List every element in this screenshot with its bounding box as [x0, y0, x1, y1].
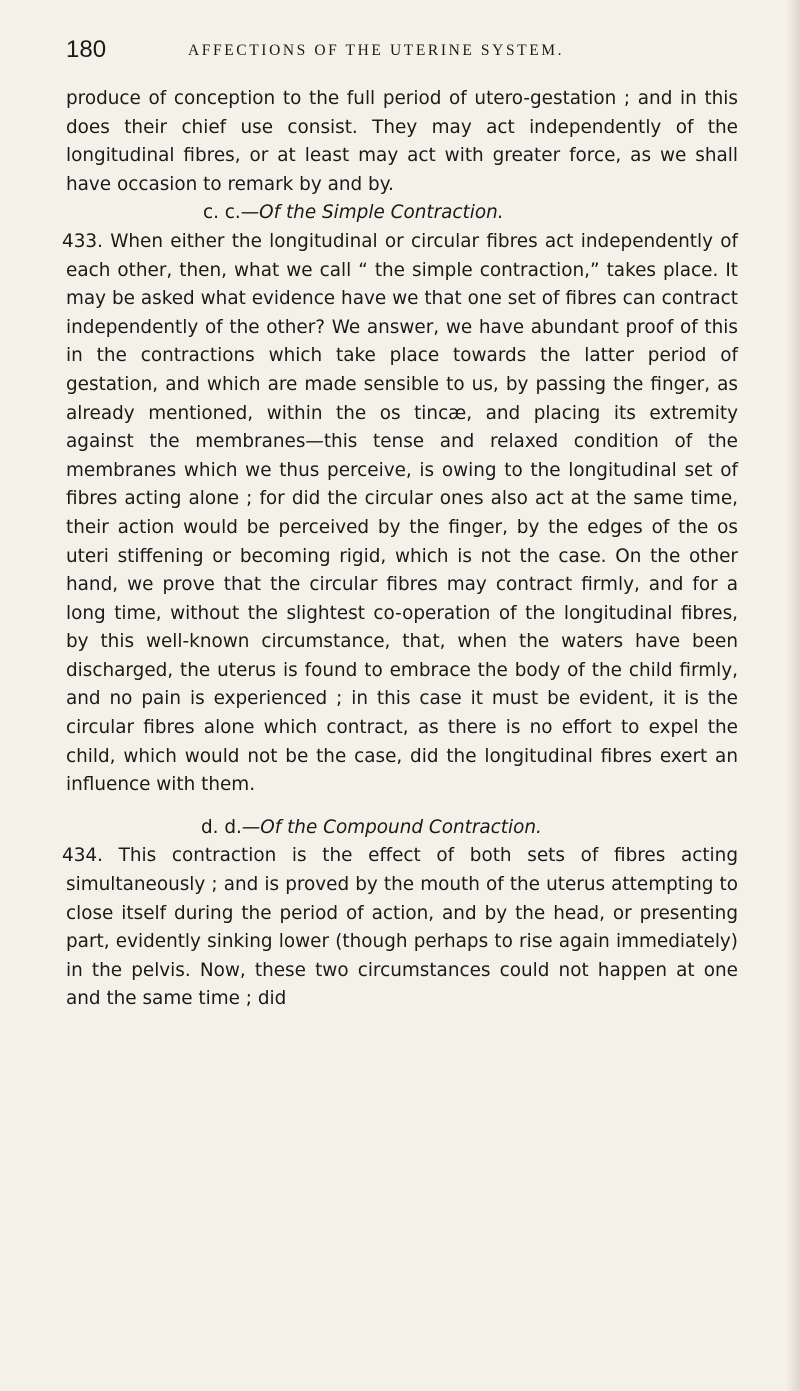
section-letter: d. d.— [201, 816, 261, 838]
paragraph-text: When either the longitudinal or circular fibres act independently of each other, then, what we call “ the simple contraction,” takes place. It may be asked what evidence have we that one set of fibres can contract independently of the other? We answer, we have abundant proof of this in the contractions which take place towards the latter period of gestation, and which are made sensible to us, by passing the finger, as already mentioned, within the os tincæ, and placing its extremity against the membranes—this tense and relaxed condition of the membranes which we thus perceive, is owing to the longitudinal set of fibres acting alone ; for did the circular ones also act at the same time, their action would be perceived by the finger, by the edges of the os uteri stiffening or becoming rigid, which is not the case. On the other hand, we prove that the circular fibres may contract firmly, and for a long time, without the slightest co-operation of the longitudinal fibres, by this well-known circumstance, that, when the waters have been discharged, the uterus is found to embrace the body of the child firmly, and no pain is experienced ; in this case it must be evident, it is the circular fibres alone which contract, as there is no effort to expel the child, which would not be the case, did the longitudinal fibres exert an influence with them. [66, 230, 738, 796]
paragraph-434 [62, 842, 738, 1014]
section-heading-simple-contraction [66, 199, 738, 228]
page-header [66, 36, 756, 66]
paragraph-continued: produce of conception to the full period of utero-gestation ; and in this does their chief use consist. They may act independently of the longitudinal fibres, or at least may act with greater force, as we shall have occasion to remark by and by. [66, 88, 738, 195]
body-text [62, 85, 738, 1014]
running-head: AFFECTIONS OF THE UTERINE SYSTEM. [188, 42, 565, 59]
paragraph-number: 433. [62, 230, 103, 252]
page-number: 180 [66, 36, 107, 63]
section-title: Of the Simple Contraction. [259, 202, 504, 224]
paragraph-number: 434. [62, 845, 103, 867]
section-letter: c. c.— [203, 202, 260, 224]
section-title: Of the Compound Contraction. [260, 816, 542, 838]
section-heading-compound-contraction [66, 814, 738, 843]
paragraph-433 [62, 228, 738, 800]
paragraph-text: This contraction is the effect of both sets of fibres acting simultaneously ; and is proved by the mouth of the uterus attempting to close itself during the period of action, and by the head, or presenting part, evidently sinking lower (though perhaps to rise again immediately) in the pelvis. Now, these two circumstances could not happen at one and the same time ; did [66, 845, 738, 1010]
page-edge-shadow [786, 0, 800, 1391]
